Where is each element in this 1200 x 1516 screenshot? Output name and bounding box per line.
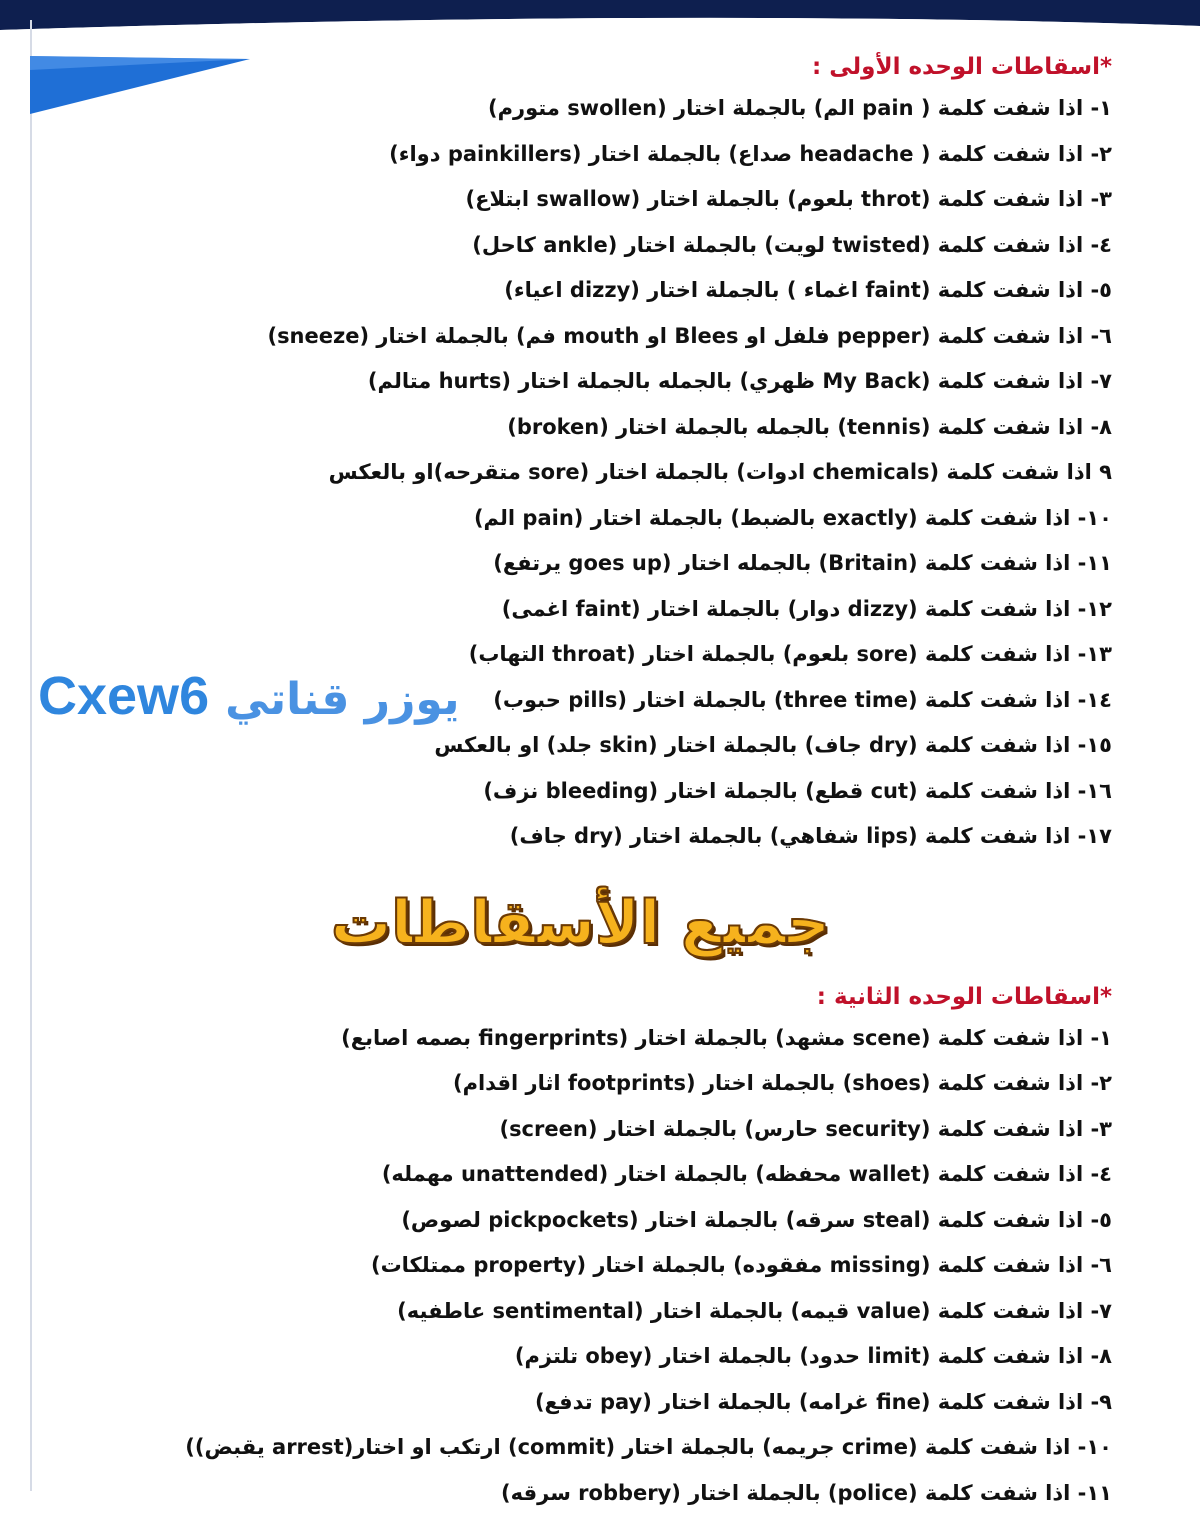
channel-label: يوزر قناتي bbox=[225, 674, 459, 725]
unit2-item-8: ٨- اذا شفت كلمة (limit حدود) بالجملة اختار (obey تلتزم) bbox=[52, 1334, 1112, 1380]
unit1-item-5: ٥- اذا شفت كلمة (faint اغماء ) بالجملة اختار (dizzy اعياء) bbox=[52, 268, 1112, 314]
unit1-item-17: ١٧- اذا شفت كلمة (lips شفاهي) بالجملة اختار (dry جاف) bbox=[52, 814, 1112, 860]
unit1-item-14: ١٤- اذا شفت كلمة (three time) بالجملة اختار (pills حبوب) bbox=[52, 678, 1112, 724]
unit2-item-2: ٢- اذا شفت كلمة (shoes) بالجملة اختار (footprints اثار اقدام) bbox=[52, 1061, 1112, 1107]
channel-watermark bbox=[38, 660, 498, 732]
unit2-heading: *اسقاطات الوحده الثانية : bbox=[52, 978, 1112, 1016]
unit2-item-4: ٤- اذا شفت كلمة (wallet محفظه) بالجملة اختار (unattended مهمله) bbox=[52, 1152, 1112, 1198]
unit2-item-5: ٥- اذا شفت كلمة (steal سرقه) بالجملة اختار (pickpockets لصوص) bbox=[52, 1198, 1112, 1244]
document-body bbox=[52, 48, 1112, 1516]
unit1-list bbox=[52, 86, 1112, 860]
unit1-item-3: ٣- اذا شفت كلمة (throt بلعوم) بالجملة اختار (swallow ابتلاع) bbox=[52, 177, 1112, 223]
unit1-item-4: ٤- اذا شفت كلمة (twisted لويت) بالجملة اختار (ankle كاحل) bbox=[52, 223, 1112, 269]
unit1-item-7: ٧- اذا شفت كلمة (My Back ظهري) بالجمله بالجملة اختار (hurts متالم) bbox=[52, 359, 1112, 405]
unit1-item-15: ١٥- اذا شفت كلمة (dry جاف) بالجملة اختار (skin جلد) او بالعكس bbox=[52, 723, 1112, 769]
unit2-item-10: ١٠- اذا شفت كلمة (crime جريمه) بالجملة اختار (commit) ارتكب او اختار(arrest يقبض)) bbox=[52, 1425, 1112, 1471]
unit1-item-10: ١٠- اذا شفت كلمة (exactly بالضبط) بالجملة اختار (pain الم) bbox=[52, 496, 1112, 542]
unit2-list bbox=[52, 1016, 1112, 1516]
unit1-item-1: ١- اذا شفت كلمة ( pain الم) بالجملة اختار (swollen متورم) bbox=[52, 86, 1112, 132]
unit1-item-9: ٩ اذا شفت كلمة (chemicals ادوات) بالجملة اختار (sore متقرحه)او بالعكس bbox=[52, 450, 1112, 496]
unit2-item-3: ٣- اذا شفت كلمة (security حارس) بالجملة اختار (screen) bbox=[52, 1107, 1112, 1153]
page-margin-rule bbox=[30, 20, 32, 1491]
unit1-heading: *اسقاطات الوحده الأولى : bbox=[52, 48, 1112, 86]
all-projections-banner: جميع الأسقاطات bbox=[410, 878, 830, 968]
top-decoration bbox=[0, 0, 1200, 36]
unit1-item-12: ١٢- اذا شفت كلمة (dizzy دوار) بالجملة اختار (faint اغمى) bbox=[52, 587, 1112, 633]
top-navy-band bbox=[0, 0, 1200, 36]
unit2-item-6: ٦- اذا شفت كلمة (missing مفقوده) بالجملة اختار (property ممتلكات) bbox=[52, 1243, 1112, 1289]
channel-handle: Cxew6 bbox=[38, 666, 209, 726]
unit2-item-9: ٩- اذا شفت كلمة (fine غرامه) بالجملة اختار (pay تدفع) bbox=[52, 1380, 1112, 1426]
unit2-item-1: ١- اذا شفت كلمة (scene مشهد) بالجملة اختار (fingerprints بصمه اصابع) bbox=[52, 1016, 1112, 1062]
unit1-item-16: ١٦- اذا شفت كلمة (cut قطع) بالجملة اختار (bleeding نزف) bbox=[52, 769, 1112, 815]
unit1-item-11: ١١- اذا شفت كلمة (Britain) بالجمله اختار (goes up يرتفع) bbox=[52, 541, 1112, 587]
unit1-item-6: ٦- اذا شفت كلمة (pepper فلفل او Blees او mouth فم) بالجملة اختار (sneeze) bbox=[52, 314, 1112, 360]
unit1-item-13: ١٣- اذا شفت كلمة (sore بلعوم) بالجملة اختار (throat التهاب) bbox=[52, 632, 1112, 678]
unit1-item-2: ٢- اذا شفت كلمة ( headache صداع) بالجملة اختار (painkillers دواء) bbox=[52, 132, 1112, 178]
unit1-item-8: ٨- اذا شفت كلمة (tennis) بالجمله بالجملة اختار (broken) bbox=[52, 405, 1112, 451]
unit2-item-7: ٧- اذا شفت كلمة (value قيمه) بالجملة اختار (sentimental عاطفيه) bbox=[52, 1289, 1112, 1335]
unit2-item-11: ١١- اذا شفت كلمة (police) بالجملة اختار (robbery سرقه) bbox=[52, 1471, 1112, 1516]
